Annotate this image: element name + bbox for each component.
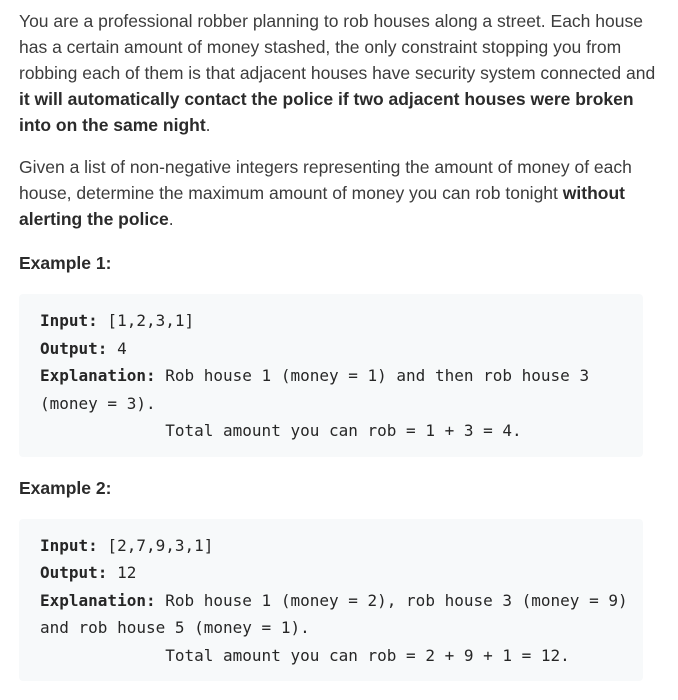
- example-2-input-label: Input:: [40, 535, 98, 555]
- problem-intro: [19, 8, 659, 138]
- example-1-explanation-line-1: Rob house 1 (money = 1) and then rob house 3: [155, 366, 590, 385]
- example-1-input-label: Input:: [40, 311, 98, 330]
- example-2-input-value: [2,7,9,3,1]: [97, 535, 214, 555]
- example-1-heading: Example 1:: [19, 253, 112, 273]
- example-1-explanation-line-2: (money = 3).: [40, 393, 156, 413]
- example-2-explanation-line-2: and rob house 5 (money = 1).: [40, 618, 310, 637]
- example-1-output-value: 4: [107, 338, 127, 358]
- problem-task: [19, 154, 659, 232]
- example-2-output-label: Output:: [40, 563, 108, 582]
- example-1-input-value: [1,2,3,1]: [97, 311, 195, 330]
- intro-text: You are a professional robber planning to rob houses along a street. Each house has a certain amount of money stashed, the only constraint stopping you from robbing each of them is that adjacent houses have security system connected and: [19, 11, 656, 83]
- task-emphasis: without alerting the police: [19, 183, 625, 229]
- example-2-output-value: 12: [107, 563, 137, 582]
- example-1-explanation-label: Explanation:: [40, 366, 156, 385]
- example-2-block: [19, 519, 643, 682]
- task-text: Given a list of non-negative integers representing the amount of money of each house, determine the maximum amount of money you can rob tonight: [19, 157, 632, 203]
- example-2-explanation-line-1: Rob house 1 (money = 2), rob house 3 (money = 9): [155, 590, 628, 610]
- example-1-output-label: Output:: [40, 338, 108, 358]
- intro-end: .: [205, 115, 211, 135]
- example-1-explanation-line-3: Total amount you can rob = 1 + 3 = 4.: [40, 421, 522, 440]
- example-1-block: [19, 294, 643, 457]
- example-2-explanation-label: Explanation:: [40, 590, 156, 610]
- task-end: .: [168, 209, 174, 229]
- example-2-heading: Example 2:: [19, 477, 112, 498]
- example-2-explanation-line-3: Total amount you can rob = 2 + 9 + 1 = 12.: [40, 645, 570, 665]
- intro-emphasis: it will automatically contact the police if two adjacent houses were broken into on the same night: [19, 89, 634, 135]
